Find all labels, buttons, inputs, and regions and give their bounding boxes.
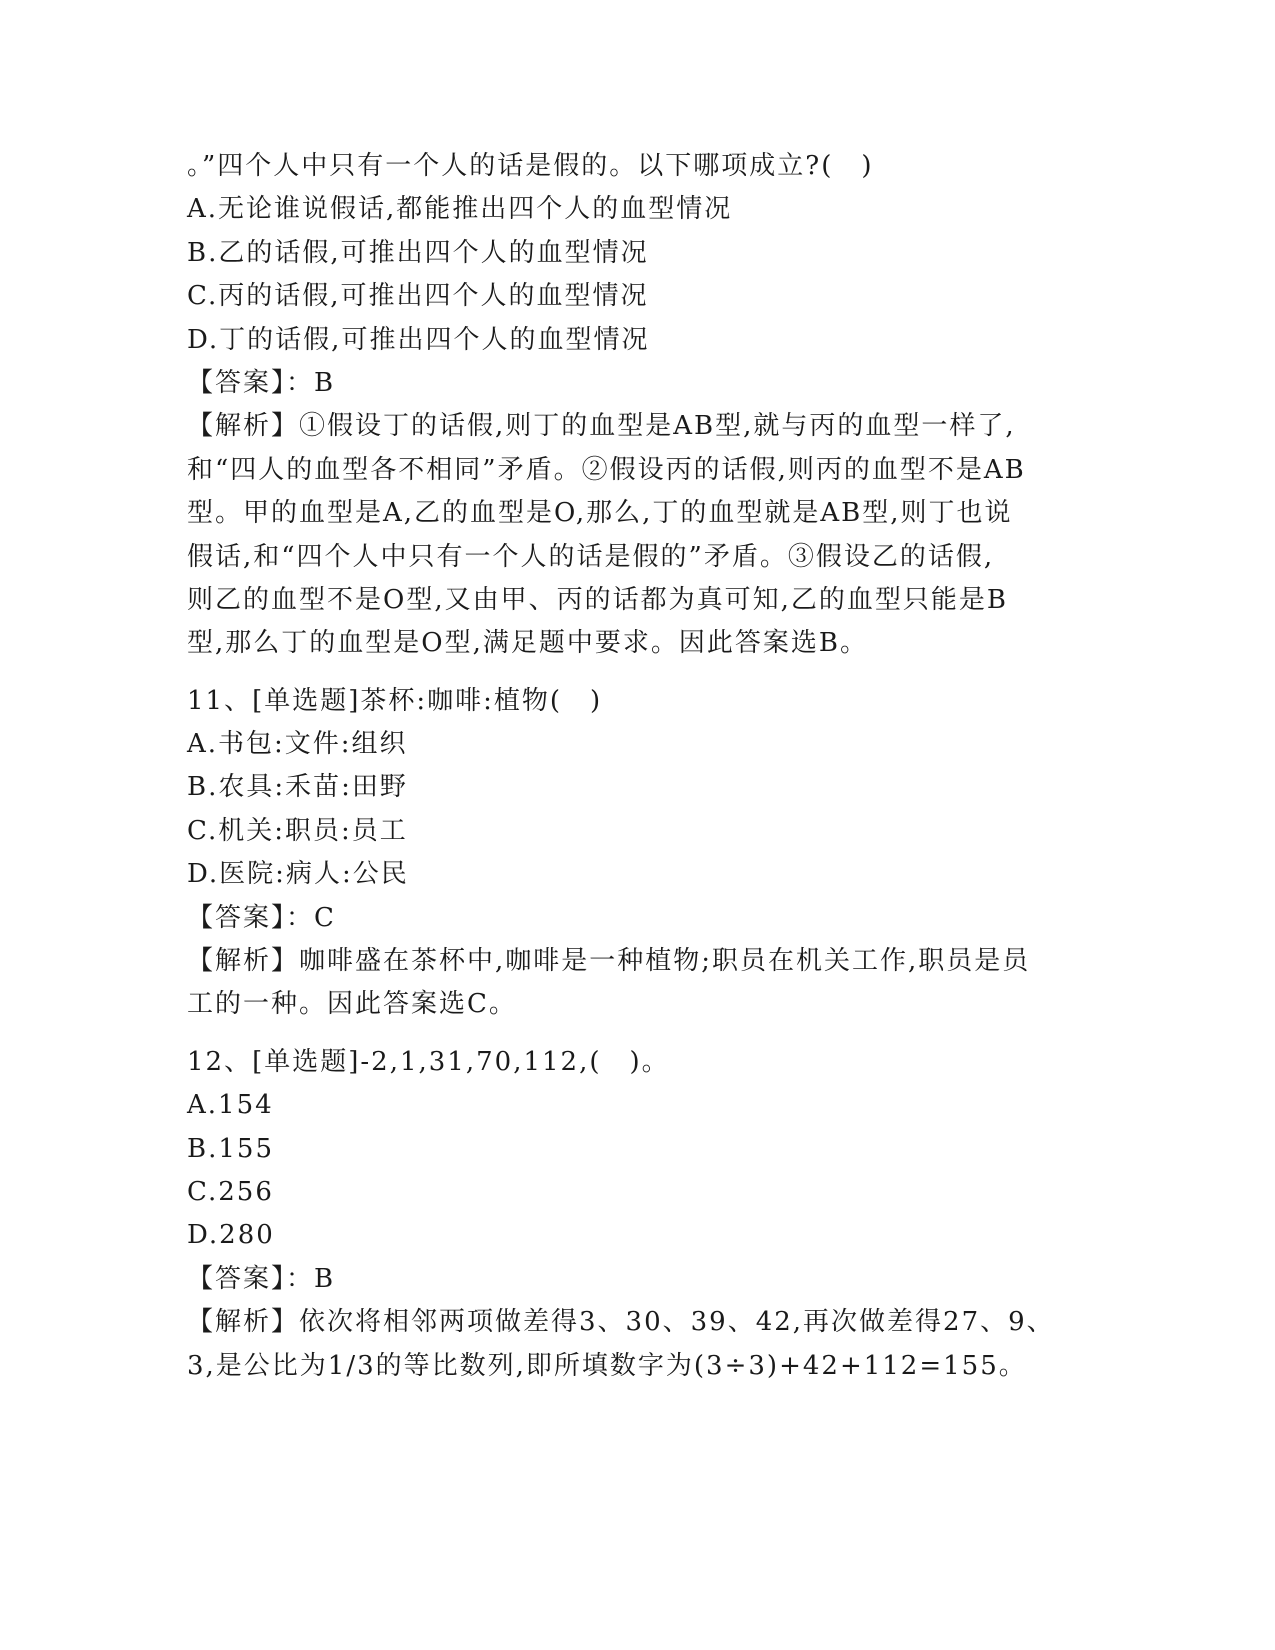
question-11-option-c: C.机关:职员:员工 xyxy=(187,815,408,846)
question-12-analysis-line-2: 3,是公比为1/3的等比数列,即所填数字为(3÷3)+42+112=155。 xyxy=(187,1350,1027,1381)
question-10-analysis-line-4: 假话,和“四个人中只有一个人的话是假的”矛盾。③假设乙的话假, xyxy=(187,541,995,572)
question-12-option-d: D.280 xyxy=(187,1220,275,1251)
question-10-analysis-line-5: 则乙的血型不是O型,又由甲、丙的话都为真可知,乙的血型只能是B xyxy=(187,584,1008,615)
question-10-analysis-line-3: 型。甲的血型是A,乙的血型是O,那么,丁的血型就是AB型,则丁也说 xyxy=(187,498,1013,529)
question-11-option-b: B.农具:禾苗:田野 xyxy=(187,772,408,803)
question-spacer xyxy=(187,666,1087,680)
question-10-option-d: D.丁的话假,可推出四个人的血型情况 xyxy=(187,324,650,355)
question-11-analysis-line-2: 工的一种。因此答案选C。 xyxy=(187,989,517,1020)
question-12-answer: 【答案】：B xyxy=(187,1263,336,1294)
question-10-option-a: A.无论谁说假话,都能推出四个人的血型情况 xyxy=(187,194,733,225)
question-11 xyxy=(187,680,1087,1027)
question-12-stem: 12、[单选题]-2,1,31,70,112,( )。 xyxy=(187,1046,670,1077)
question-11-answer: 【答案】：C xyxy=(187,902,336,933)
question-10-option-c: C.丙的话假,可推出四个人的血型情况 xyxy=(187,281,649,312)
question-spacer xyxy=(187,1027,1087,1041)
question-12-option-c: C.256 xyxy=(187,1176,274,1207)
question-12-analysis-line-1: 【解析】依次将相邻两项做差得3、30、39、42,再次做差得27、9、 xyxy=(187,1307,1055,1338)
question-10-stem-tail: 。”四个人中只有一个人的话是假的。以下哪项成立?( ) xyxy=(187,151,874,181)
question-10-analysis-line-1: 【解析】①假设丁的话假,则丁的血型是AB型,就与丙的血型一样了, xyxy=(187,411,1016,442)
question-10-option-b: B.乙的话假,可推出四个人的血型情况 xyxy=(187,237,649,268)
question-10 xyxy=(187,145,1087,666)
question-11-analysis-line-1: 【解析】咖啡盛在茶杯中,咖啡是一种植物;职员在机关工作,职员是员 xyxy=(187,946,1031,977)
question-12-option-a: A.154 xyxy=(187,1090,274,1121)
question-12-option-b: B.155 xyxy=(187,1133,274,1164)
document-page xyxy=(187,145,1087,1388)
question-11-option-a: A.书包:文件:组织 xyxy=(187,729,408,760)
question-10-analysis-line-2: 和“四人的血型各不相同”矛盾。②假设丙的话假,则丙的血型不是AB xyxy=(187,454,1026,485)
question-12 xyxy=(187,1041,1087,1388)
question-11-option-d: D.医院:病人:公民 xyxy=(187,859,409,890)
question-10-answer: 【答案】：B xyxy=(187,367,336,398)
question-11-stem: 11、[单选题]茶杯:咖啡:植物( ) xyxy=(187,685,603,716)
question-10-analysis-line-6: 型,那么丁的血型是O型,满足题中要求。因此答案选B。 xyxy=(187,628,868,659)
